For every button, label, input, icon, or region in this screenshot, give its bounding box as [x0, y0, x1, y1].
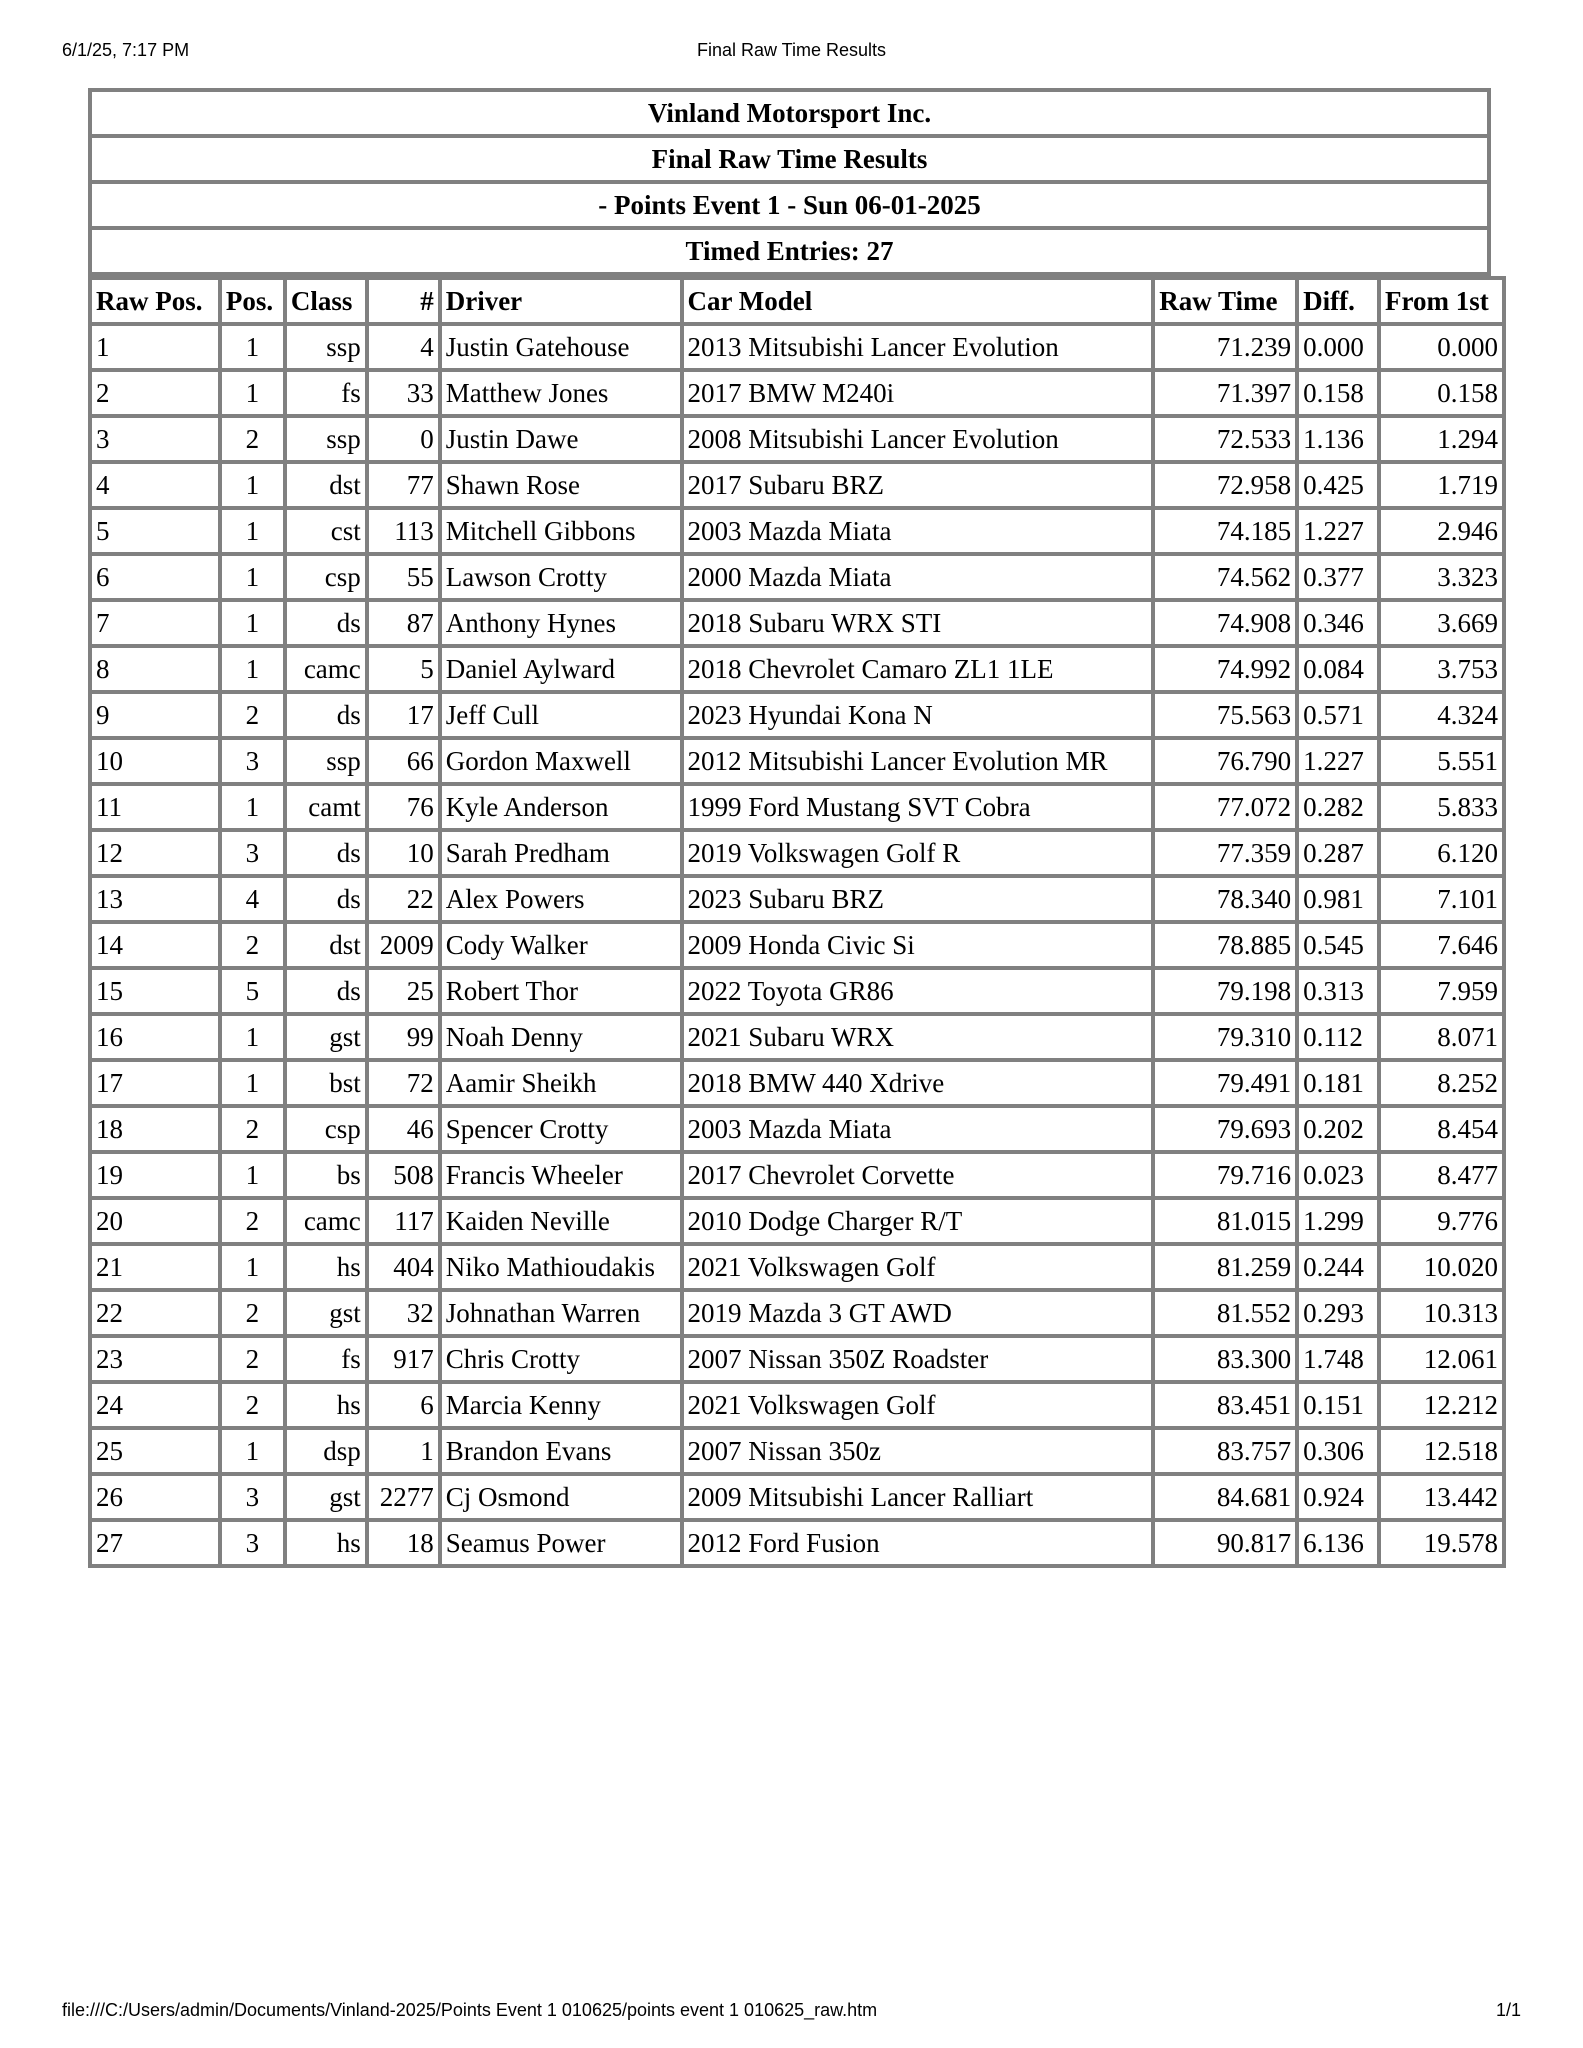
- print-header: [0, 40, 1583, 64]
- diff-cell: 0.377: [1297, 554, 1379, 600]
- from-first-cell: 12.061: [1379, 1336, 1504, 1382]
- driver-cell: Lawson Crotty: [440, 554, 682, 600]
- raw-time-cell: 81.259: [1153, 1244, 1297, 1290]
- raw-pos-cell: 23: [90, 1336, 220, 1382]
- raw-time-cell: 76.790: [1153, 738, 1297, 784]
- class-cell: gst: [285, 1290, 367, 1336]
- print-footer: [0, 2000, 1583, 2024]
- driver-cell: Daniel Aylward: [440, 646, 682, 692]
- raw-pos-cell: 1: [90, 324, 220, 370]
- number-cell: 2009: [367, 922, 440, 968]
- table-row: [90, 600, 1504, 646]
- car-model-cell: 2003 Mazda Miata: [682, 1106, 1154, 1152]
- table-row: [90, 876, 1504, 922]
- class-cell: camc: [285, 646, 367, 692]
- driver-cell: Cj Osmond: [440, 1474, 682, 1520]
- from-first-cell: 3.753: [1379, 646, 1504, 692]
- number-cell: 32: [367, 1290, 440, 1336]
- driver-cell: Justin Gatehouse: [440, 324, 682, 370]
- from-first-cell: 12.212: [1379, 1382, 1504, 1428]
- class-cell: hs: [285, 1520, 367, 1566]
- driver-cell: Sarah Predham: [440, 830, 682, 876]
- class-cell: dsp: [285, 1428, 367, 1474]
- raw-pos-cell: 2: [90, 370, 220, 416]
- pos-cell: 3: [220, 738, 285, 784]
- col-header-car-model: Car Model: [682, 278, 1154, 324]
- pos-cell: 1: [220, 600, 285, 646]
- table-row: [90, 1428, 1504, 1474]
- number-cell: 5: [367, 646, 440, 692]
- raw-time-cell: 78.885: [1153, 922, 1297, 968]
- car-model-cell: 2023 Hyundai Kona N: [682, 692, 1154, 738]
- diff-cell: 0.924: [1297, 1474, 1379, 1520]
- from-first-cell: 7.959: [1379, 968, 1504, 1014]
- from-first-cell: 5.833: [1379, 784, 1504, 830]
- raw-time-cell: 71.239: [1153, 324, 1297, 370]
- car-model-cell: 2013 Mitsubishi Lancer Evolution: [682, 324, 1154, 370]
- raw-pos-cell: 11: [90, 784, 220, 830]
- from-first-cell: 13.442: [1379, 1474, 1504, 1520]
- class-cell: hs: [285, 1382, 367, 1428]
- results-body: [90, 324, 1504, 1566]
- driver-cell: Noah Denny: [440, 1014, 682, 1060]
- col-header-driver: Driver: [440, 278, 682, 324]
- from-first-cell: 1.294: [1379, 416, 1504, 462]
- diff-cell: 0.981: [1297, 876, 1379, 922]
- from-first-cell: 10.020: [1379, 1244, 1504, 1290]
- table-row: [90, 1198, 1504, 1244]
- number-cell: 33: [367, 370, 440, 416]
- pos-cell: 1: [220, 1060, 285, 1106]
- driver-cell: Alex Powers: [440, 876, 682, 922]
- raw-time-cell: 81.552: [1153, 1290, 1297, 1336]
- diff-cell: 6.136: [1297, 1520, 1379, 1566]
- class-cell: gst: [285, 1014, 367, 1060]
- table-row: [90, 1520, 1504, 1566]
- class-cell: gst: [285, 1474, 367, 1520]
- table-row: [90, 1014, 1504, 1060]
- number-cell: 508: [367, 1152, 440, 1198]
- driver-cell: Mitchell Gibbons: [440, 508, 682, 554]
- driver-cell: Johnathan Warren: [440, 1290, 682, 1336]
- raw-pos-cell: 13: [90, 876, 220, 922]
- number-cell: 77: [367, 462, 440, 508]
- raw-pos-cell: 27: [90, 1520, 220, 1566]
- print-title: Final Raw Time Results: [696, 40, 887, 60]
- diff-cell: 0.282: [1297, 784, 1379, 830]
- pos-cell: 2: [220, 416, 285, 462]
- car-model-cell: 2000 Mazda Miata: [682, 554, 1154, 600]
- table-row: [90, 462, 1504, 508]
- driver-cell: Jeff Cull: [440, 692, 682, 738]
- class-cell: bst: [285, 1060, 367, 1106]
- pos-cell: 2: [220, 692, 285, 738]
- class-cell: ds: [285, 876, 367, 922]
- car-model-cell: 2018 BMW 440 Xdrive: [682, 1060, 1154, 1106]
- number-cell: 76: [367, 784, 440, 830]
- pos-cell: 1: [220, 1014, 285, 1060]
- diff-cell: 0.151: [1297, 1382, 1379, 1428]
- raw-pos-cell: 18: [90, 1106, 220, 1152]
- class-cell: ssp: [285, 324, 367, 370]
- number-cell: 46: [367, 1106, 440, 1152]
- from-first-cell: 4.324: [1379, 692, 1504, 738]
- driver-cell: Justin Dawe: [440, 416, 682, 462]
- class-cell: csp: [285, 554, 367, 600]
- pos-cell: 2: [220, 1336, 285, 1382]
- car-model-cell: 2019 Volkswagen Golf R: [682, 830, 1154, 876]
- pos-cell: 1: [220, 324, 285, 370]
- table-row: [90, 738, 1504, 784]
- diff-cell: 0.202: [1297, 1106, 1379, 1152]
- driver-cell: Chris Crotty: [440, 1336, 682, 1382]
- class-cell: csp: [285, 1106, 367, 1152]
- class-cell: fs: [285, 1336, 367, 1382]
- diff-cell: 0.306: [1297, 1428, 1379, 1474]
- number-cell: 18: [367, 1520, 440, 1566]
- driver-cell: Kyle Anderson: [440, 784, 682, 830]
- car-model-cell: 2012 Mitsubishi Lancer Evolution MR: [682, 738, 1154, 784]
- number-cell: 917: [367, 1336, 440, 1382]
- pos-cell: 1: [220, 1244, 285, 1290]
- results-table: [88, 276, 1506, 1568]
- pos-cell: 1: [220, 462, 285, 508]
- file-path: file:///C:/Users/admin/Documents/Vinland-2025/Points Event 1 010625/points event 1 010625_raw.htm: [62, 2000, 878, 2020]
- driver-cell: Cody Walker: [440, 922, 682, 968]
- event-name: - Points Event 1 - Sun 06-01-2025: [90, 182, 1489, 228]
- diff-cell: 0.293: [1297, 1290, 1379, 1336]
- table-header-row: [90, 278, 1504, 324]
- class-cell: ssp: [285, 738, 367, 784]
- car-model-cell: 2021 Subaru WRX: [682, 1014, 1154, 1060]
- diff-cell: 0.346: [1297, 600, 1379, 646]
- raw-pos-cell: 20: [90, 1198, 220, 1244]
- table-row: [90, 646, 1504, 692]
- class-cell: ds: [285, 968, 367, 1014]
- from-first-cell: 8.252: [1379, 1060, 1504, 1106]
- number-cell: 4: [367, 324, 440, 370]
- from-first-cell: 0.000: [1379, 324, 1504, 370]
- raw-time-cell: 74.992: [1153, 646, 1297, 692]
- table-row: [90, 1382, 1504, 1428]
- pos-cell: 2: [220, 1198, 285, 1244]
- number-cell: 17: [367, 692, 440, 738]
- from-first-cell: 3.669: [1379, 600, 1504, 646]
- driver-cell: Francis Wheeler: [440, 1152, 682, 1198]
- raw-pos-cell: 3: [90, 416, 220, 462]
- table-row: [90, 830, 1504, 876]
- pos-cell: 2: [220, 1382, 285, 1428]
- table-row: [90, 508, 1504, 554]
- raw-pos-cell: 26: [90, 1474, 220, 1520]
- class-cell: fs: [285, 370, 367, 416]
- col-header-raw-pos: Raw Pos.: [90, 278, 220, 324]
- raw-pos-cell: 9: [90, 692, 220, 738]
- pos-cell: 1: [220, 1152, 285, 1198]
- diff-cell: 1.136: [1297, 416, 1379, 462]
- driver-cell: Matthew Jones: [440, 370, 682, 416]
- diff-cell: 0.158: [1297, 370, 1379, 416]
- col-header-class: Class: [285, 278, 367, 324]
- raw-pos-cell: 12: [90, 830, 220, 876]
- diff-cell: 1.748: [1297, 1336, 1379, 1382]
- pos-cell: 3: [220, 1474, 285, 1520]
- car-model-cell: 2008 Mitsubishi Lancer Evolution: [682, 416, 1154, 462]
- diff-cell: 0.287: [1297, 830, 1379, 876]
- number-cell: 55: [367, 554, 440, 600]
- raw-time-cell: 77.072: [1153, 784, 1297, 830]
- car-model-cell: 2021 Volkswagen Golf: [682, 1244, 1154, 1290]
- table-row: [90, 1060, 1504, 1106]
- number-cell: 10: [367, 830, 440, 876]
- number-cell: 0: [367, 416, 440, 462]
- pos-cell: 5: [220, 968, 285, 1014]
- col-header-diff: Diff.: [1297, 278, 1379, 324]
- table-row: [90, 968, 1504, 1014]
- table-row: [90, 1106, 1504, 1152]
- table-row: [90, 784, 1504, 830]
- pos-cell: 1: [220, 646, 285, 692]
- from-first-cell: 1.719: [1379, 462, 1504, 508]
- raw-time-cell: 79.716: [1153, 1152, 1297, 1198]
- car-model-cell: 2009 Honda Civic Si: [682, 922, 1154, 968]
- car-model-cell: 2010 Dodge Charger R/T: [682, 1198, 1154, 1244]
- class-cell: ssp: [285, 416, 367, 462]
- driver-cell: Shawn Rose: [440, 462, 682, 508]
- pos-cell: 1: [220, 784, 285, 830]
- car-model-cell: 2012 Ford Fusion: [682, 1520, 1154, 1566]
- col-header-raw-time: Raw Time: [1153, 278, 1297, 324]
- pos-cell: 1: [220, 554, 285, 600]
- driver-cell: Anthony Hynes: [440, 600, 682, 646]
- driver-cell: Aamir Sheikh: [440, 1060, 682, 1106]
- from-first-cell: 7.101: [1379, 876, 1504, 922]
- car-model-cell: 2018 Chevrolet Camaro ZL1 1LE: [682, 646, 1154, 692]
- number-cell: 66: [367, 738, 440, 784]
- raw-pos-cell: 16: [90, 1014, 220, 1060]
- raw-time-cell: 79.491: [1153, 1060, 1297, 1106]
- raw-time-cell: 83.451: [1153, 1382, 1297, 1428]
- raw-pos-cell: 21: [90, 1244, 220, 1290]
- results-heading: [88, 88, 1491, 276]
- raw-time-cell: 78.340: [1153, 876, 1297, 922]
- table-row: [90, 1474, 1504, 1520]
- diff-cell: 0.425: [1297, 462, 1379, 508]
- timed-entries: Timed Entries: 27: [90, 228, 1489, 274]
- class-cell: hs: [285, 1244, 367, 1290]
- number-cell: 87: [367, 600, 440, 646]
- col-header-from-first: From 1st: [1379, 278, 1504, 324]
- raw-time-cell: 71.397: [1153, 370, 1297, 416]
- car-model-cell: 2018 Subaru WRX STI: [682, 600, 1154, 646]
- print-datetime: 6/1/25, 7:17 PM: [62, 40, 190, 60]
- pos-cell: 1: [220, 508, 285, 554]
- raw-pos-cell: 5: [90, 508, 220, 554]
- col-header-number: #: [367, 278, 440, 324]
- raw-pos-cell: 10: [90, 738, 220, 784]
- diff-cell: 0.181: [1297, 1060, 1379, 1106]
- number-cell: 113: [367, 508, 440, 554]
- org-name: Vinland Motorsport Inc.: [90, 90, 1489, 136]
- pos-cell: 1: [220, 1428, 285, 1474]
- raw-pos-cell: 8: [90, 646, 220, 692]
- car-model-cell: 2007 Nissan 350Z Roadster: [682, 1336, 1154, 1382]
- from-first-cell: 7.646: [1379, 922, 1504, 968]
- diff-cell: 0.112: [1297, 1014, 1379, 1060]
- number-cell: 25: [367, 968, 440, 1014]
- report-title: Final Raw Time Results: [90, 136, 1489, 182]
- raw-time-cell: 79.310: [1153, 1014, 1297, 1060]
- class-cell: camc: [285, 1198, 367, 1244]
- diff-cell: 0.244: [1297, 1244, 1379, 1290]
- table-row: [90, 554, 1504, 600]
- diff-cell: 0.545: [1297, 922, 1379, 968]
- from-first-cell: 6.120: [1379, 830, 1504, 876]
- table-row: [90, 416, 1504, 462]
- diff-cell: 1.299: [1297, 1198, 1379, 1244]
- from-first-cell: 8.454: [1379, 1106, 1504, 1152]
- driver-cell: Spencer Crotty: [440, 1106, 682, 1152]
- number-cell: 1: [367, 1428, 440, 1474]
- raw-time-cell: 81.015: [1153, 1198, 1297, 1244]
- table-row: [90, 1290, 1504, 1336]
- pos-cell: 2: [220, 1290, 285, 1336]
- driver-cell: Gordon Maxwell: [440, 738, 682, 784]
- from-first-cell: 3.323: [1379, 554, 1504, 600]
- from-first-cell: 5.551: [1379, 738, 1504, 784]
- car-model-cell: 2017 Chevrolet Corvette: [682, 1152, 1154, 1198]
- raw-pos-cell: 14: [90, 922, 220, 968]
- driver-cell: Marcia Kenny: [440, 1382, 682, 1428]
- raw-time-cell: 90.817: [1153, 1520, 1297, 1566]
- raw-pos-cell: 7: [90, 600, 220, 646]
- raw-time-cell: 79.198: [1153, 968, 1297, 1014]
- car-model-cell: 1999 Ford Mustang SVT Cobra: [682, 784, 1154, 830]
- table-row: [90, 1152, 1504, 1198]
- raw-time-cell: 74.185: [1153, 508, 1297, 554]
- from-first-cell: 12.518: [1379, 1428, 1504, 1474]
- raw-time-cell: 74.908: [1153, 600, 1297, 646]
- driver-cell: Niko Mathioudakis: [440, 1244, 682, 1290]
- diff-cell: 0.023: [1297, 1152, 1379, 1198]
- driver-cell: Seamus Power: [440, 1520, 682, 1566]
- class-cell: bs: [285, 1152, 367, 1198]
- from-first-cell: 8.071: [1379, 1014, 1504, 1060]
- car-model-cell: 2022 Toyota GR86: [682, 968, 1154, 1014]
- raw-pos-cell: 6: [90, 554, 220, 600]
- number-cell: 22: [367, 876, 440, 922]
- from-first-cell: 8.477: [1379, 1152, 1504, 1198]
- car-model-cell: 2021 Volkswagen Golf: [682, 1382, 1154, 1428]
- class-cell: ds: [285, 692, 367, 738]
- class-cell: dst: [285, 922, 367, 968]
- raw-time-cell: 75.563: [1153, 692, 1297, 738]
- pos-cell: 3: [220, 1520, 285, 1566]
- driver-cell: Robert Thor: [440, 968, 682, 1014]
- driver-cell: Brandon Evans: [440, 1428, 682, 1474]
- number-cell: 99: [367, 1014, 440, 1060]
- raw-time-cell: 83.300: [1153, 1336, 1297, 1382]
- raw-time-cell: 83.757: [1153, 1428, 1297, 1474]
- diff-cell: 0.313: [1297, 968, 1379, 1014]
- table-row: [90, 1336, 1504, 1382]
- from-first-cell: 19.578: [1379, 1520, 1504, 1566]
- class-cell: cst: [285, 508, 367, 554]
- pos-cell: 4: [220, 876, 285, 922]
- class-cell: camt: [285, 784, 367, 830]
- from-first-cell: 10.313: [1379, 1290, 1504, 1336]
- pos-cell: 2: [220, 922, 285, 968]
- raw-pos-cell: 19: [90, 1152, 220, 1198]
- diff-cell: 0.084: [1297, 646, 1379, 692]
- from-first-cell: 9.776: [1379, 1198, 1504, 1244]
- car-model-cell: 2017 Subaru BRZ: [682, 462, 1154, 508]
- table-row: [90, 370, 1504, 416]
- raw-time-cell: 72.958: [1153, 462, 1297, 508]
- table-row: [90, 922, 1504, 968]
- raw-pos-cell: 4: [90, 462, 220, 508]
- raw-pos-cell: 22: [90, 1290, 220, 1336]
- diff-cell: 1.227: [1297, 508, 1379, 554]
- diff-cell: 0.571: [1297, 692, 1379, 738]
- number-cell: 72: [367, 1060, 440, 1106]
- car-model-cell: 2007 Nissan 350z: [682, 1428, 1154, 1474]
- car-model-cell: 2023 Subaru BRZ: [682, 876, 1154, 922]
- pos-cell: 3: [220, 830, 285, 876]
- table-row: [90, 692, 1504, 738]
- number-cell: 404: [367, 1244, 440, 1290]
- diff-cell: 1.227: [1297, 738, 1379, 784]
- raw-time-cell: 79.693: [1153, 1106, 1297, 1152]
- number-cell: 117: [367, 1198, 440, 1244]
- raw-pos-cell: 15: [90, 968, 220, 1014]
- page-number: 1/1: [1495, 2000, 1521, 2020]
- pos-cell: 2: [220, 1106, 285, 1152]
- raw-pos-cell: 25: [90, 1428, 220, 1474]
- car-model-cell: 2009 Mitsubishi Lancer Ralliart: [682, 1474, 1154, 1520]
- class-cell: ds: [285, 600, 367, 646]
- number-cell: 6: [367, 1382, 440, 1428]
- class-cell: dst: [285, 462, 367, 508]
- car-model-cell: 2017 BMW M240i: [682, 370, 1154, 416]
- class-cell: ds: [285, 830, 367, 876]
- car-model-cell: 2019 Mazda 3 GT AWD: [682, 1290, 1154, 1336]
- raw-time-cell: 74.562: [1153, 554, 1297, 600]
- raw-time-cell: 84.681: [1153, 1474, 1297, 1520]
- raw-time-cell: 72.533: [1153, 416, 1297, 462]
- raw-pos-cell: 24: [90, 1382, 220, 1428]
- diff-cell: 0.000: [1297, 324, 1379, 370]
- table-row: [90, 1244, 1504, 1290]
- number-cell: 2277: [367, 1474, 440, 1520]
- raw-pos-cell: 17: [90, 1060, 220, 1106]
- pos-cell: 1: [220, 370, 285, 416]
- car-model-cell: 2003 Mazda Miata: [682, 508, 1154, 554]
- from-first-cell: 2.946: [1379, 508, 1504, 554]
- col-header-pos: Pos.: [220, 278, 285, 324]
- driver-cell: Kaiden Neville: [440, 1198, 682, 1244]
- raw-time-cell: 77.359: [1153, 830, 1297, 876]
- table-row: [90, 324, 1504, 370]
- from-first-cell: 0.158: [1379, 370, 1504, 416]
